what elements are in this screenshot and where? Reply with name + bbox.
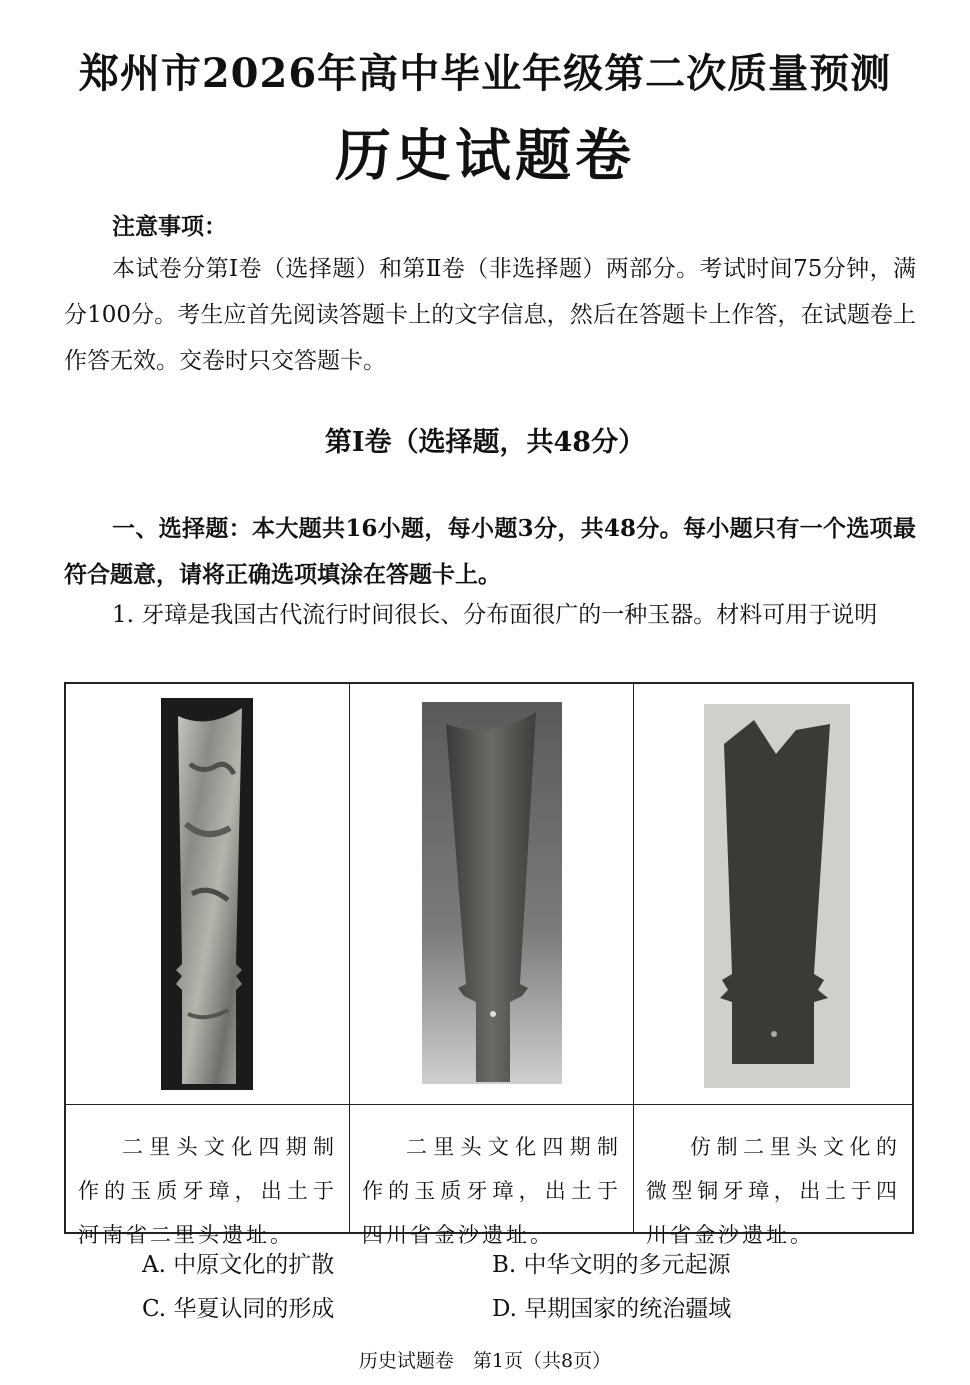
option-b: B. 中华文明的多元起源	[492, 1252, 731, 1278]
artifact-caption-2: 二里头文化四期制作的玉质牙璋，出土于四川省金沙遗址。	[362, 1135, 621, 1247]
jade-yazhang-jinsha-image	[350, 684, 634, 1104]
exam-subject-title: 历史试题卷	[335, 123, 635, 189]
jade-yazhang-erlitou-image	[66, 684, 350, 1104]
question-1-stem: 1. 牙璋是我国古代流行时间很长、分布面很广的一种玉器。材料可用于说明	[112, 602, 878, 628]
notice-body: 本试卷分第Ⅰ卷（选择题）和第Ⅱ卷（非选择题）两部分。考试时间75分钟，满分100分。考生应首先阅读答题卡上的文字信息，然后在答题卡上作答，在试题卷上作答无效。交卷时只交答题卡。	[64, 256, 916, 374]
option-a: A. 中原文化的扩散	[142, 1252, 335, 1278]
artifact-column-3	[634, 684, 912, 1247]
option-d: D. 早期国家的统治疆域	[492, 1296, 732, 1322]
exam-title: 郑州市2026年高中毕业年级第二次质量预测	[78, 50, 892, 97]
page-footer: 历史试题卷 第1页（共8页）	[358, 1350, 612, 1372]
artifact-image-cell-2	[350, 684, 633, 1105]
option-c: C. 华夏认同的形成	[142, 1296, 335, 1322]
artifact-caption-3: 仿制二里头文化的微型铜牙璋，出土于四川省金沙遗址。	[646, 1135, 900, 1247]
bronze-yazhang-jinsha-image	[634, 684, 912, 1104]
artifact-column-1	[66, 684, 350, 1247]
notice-heading: 注意事项：	[112, 213, 227, 240]
section-title: 第Ⅰ卷（选择题，共48分）	[324, 427, 646, 458]
artifact-image-cell-3	[634, 684, 912, 1105]
section-instructions: 一、选择题：本大题共16小题，每小题3分，共48分。每小题只有一个选项最符合题意，请将正确选项填涂在答题卡上。	[64, 515, 916, 588]
artifact-column-2	[350, 684, 634, 1247]
artifact-table	[64, 682, 914, 1247]
artifact-caption-1: 二里头文化四期制作的玉质牙璋，出土于河南省二里头遗址。	[78, 1135, 337, 1247]
artifact-image-cell-1	[66, 684, 349, 1105]
